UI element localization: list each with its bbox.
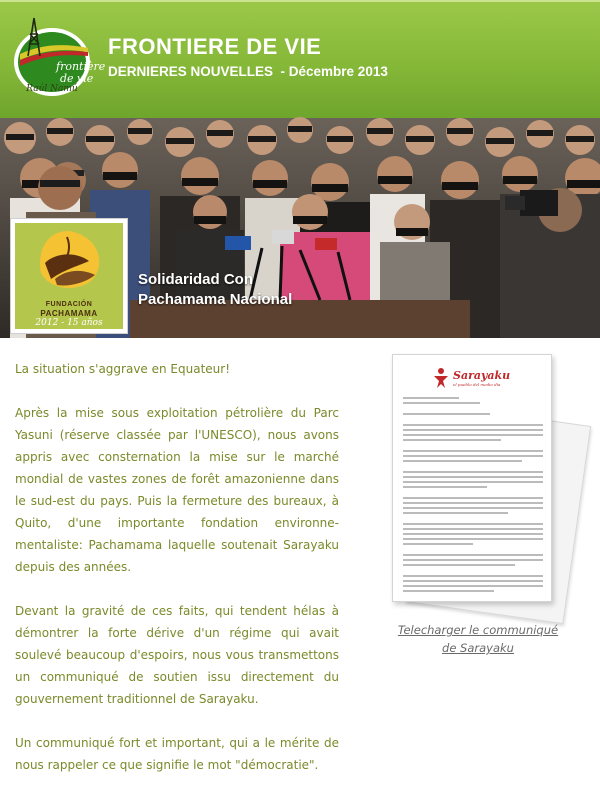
banner-caption-line2: Pachamama Nacional bbox=[138, 291, 293, 308]
frontiere-de-vie-logo[interactable] bbox=[10, 10, 106, 110]
communique-preview[interactable] bbox=[388, 352, 600, 612]
fundacion-pachamama-logo[interactable] bbox=[10, 218, 128, 334]
fundacion-logo-background bbox=[15, 223, 123, 329]
article-body bbox=[15, 358, 339, 798]
document-text-lines bbox=[403, 397, 543, 595]
document-logo-subtitle: el pueblo del medio día bbox=[453, 382, 501, 387]
page-title: FRONTIERE DE VIE bbox=[108, 34, 322, 59]
article-paragraph-3: Un communiqué fort et important, qui a le mérite de nous rappeler ce que signifie le mot "démocratie". bbox=[15, 736, 339, 772]
sarayaku-dancer-icon bbox=[431, 367, 451, 389]
article-paragraph-2: Devant la gravité de ces faits, qui tendent hélas à démontrer la forte dérive d'un régime qui avait soulevé beaucoup d'espoirs, nous vous transmettons un communiqué de soutien issu directement du gouvernement traditionnel de Sarayaku. bbox=[15, 604, 339, 706]
hands-leaf-icon bbox=[15, 223, 123, 301]
document-front-page bbox=[392, 354, 552, 602]
logo-text-line1: frontière bbox=[56, 60, 106, 73]
logo-signature: Raúl Namú bbox=[26, 84, 78, 94]
page-subtitle: DERNIERES NOUVELLES - Décembre 2013 bbox=[108, 64, 388, 79]
fundacion-name: PACHAMAMA bbox=[40, 309, 98, 318]
document-logo-text: Sarayaku bbox=[453, 369, 511, 382]
article-paragraph-1: Après la mise sous exploitation pétrolière du Parc Yasuni (réserve classée par l'UNESCO), nous avons appris avec consternation la mise sur le marché mondial de vastes zones de forêt amazonienne dans le sud-est du pays. Puis la fermeture des bureaux, à Quito, d'une importante fondation environne-mentaliste: Pachamama laquelle soutenait Sarayaku depuis des années. bbox=[15, 406, 339, 574]
article-lead: La situation s'aggrave en Equateur! bbox=[15, 362, 231, 376]
download-link-line2: de Sarayaku bbox=[442, 641, 514, 655]
download-communique-link[interactable] bbox=[388, 621, 568, 657]
banner-caption-line1: Solidaridad Con bbox=[138, 271, 254, 288]
fundacion-years: 2012 - 15 años bbox=[35, 318, 103, 328]
header-bar bbox=[0, 0, 600, 118]
banner-caption bbox=[138, 270, 292, 310]
download-link-line1: Telecharger le communiqué bbox=[397, 623, 559, 637]
logo-text-line2: de vie bbox=[60, 72, 94, 85]
header-top-stripe bbox=[0, 0, 600, 2]
fundacion-label: FUNDACIÓN bbox=[45, 301, 93, 308]
